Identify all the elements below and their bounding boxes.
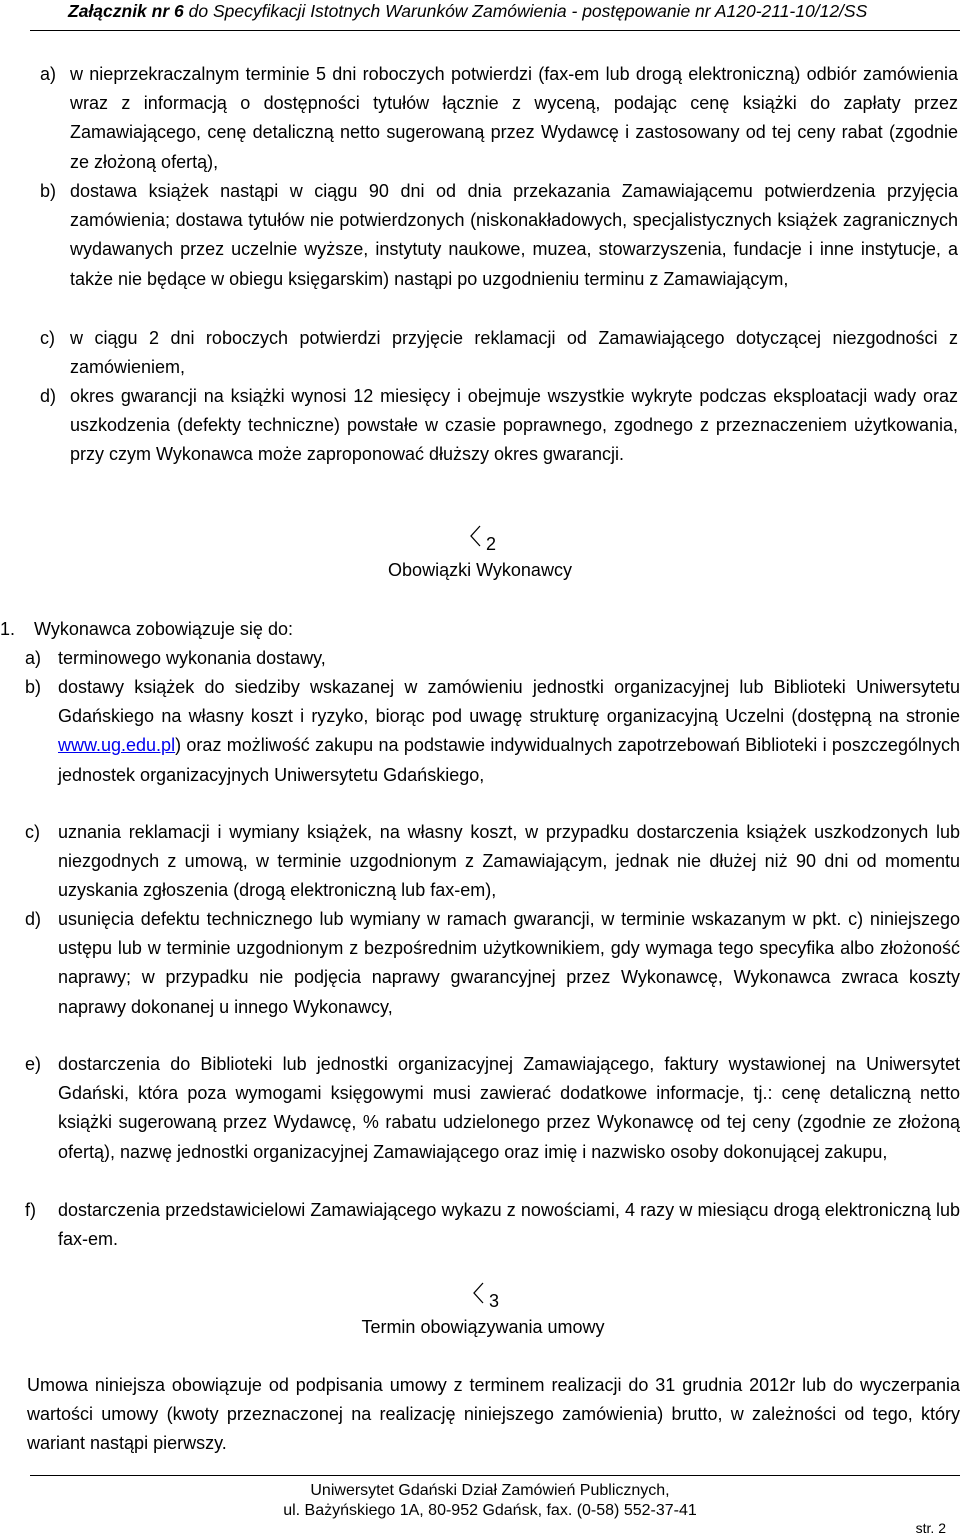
list-item-label: d) [40,386,57,406]
list-item-text: dostarczenia przedstawicielowi Zamawiającego wykazu z nowościami, 4 razy w miesiącu drogą elektroniczną lub fax-em. [58,1200,960,1250]
list-item-2a [25,644,960,673]
list-item-2e [25,1050,960,1167]
header-rule [30,30,960,31]
section-sign-icon [464,525,486,556]
footer-address-line-1: Uniwersytet Gdański Dział Zamówień Publicznych, [310,1482,670,1499]
section-number: 3 [3,1285,960,1316]
header-description: do Specyfikacji Istotnych Warunków Zamówienia - postępowanie nr A120-211-10/12/SS [183,1,868,21]
list-item-label: f) [25,1200,36,1220]
list-item-1d [40,382,958,470]
list-item-text: okres gwarancji na książki wynosi 12 miesięcy i obejmuje wszystkie wykryte podczas eksploatacji wady oraz uszkodzenia (defekty techniczne) powstałe w czasie poprawnego, zgodnego z przeznaczeniem użytkowania, przy czym Wykonawca może zaproponować dłuższy okres gwarancji. [70,386,958,465]
list-item-label: a) [40,64,57,84]
list-item-2d [25,905,960,1022]
list-item-label: a) [25,648,42,668]
list-item-text: usunięcia defektu technicznego lub wymiany w ramach gwarancji, w terminie wskazanym w pkt. c) niniejszego ustępu lub w terminie uzgodnionym z bezpośrednim użytkownikiem, gdy wymaga tego specyfika albo złożoność naprawy; w przypadku nie podjęcia naprawy gwarancyjnej przez Wykonawcę, Wykonawca zwraca koszty naprawy dokonanej u innego Wykonawcy, [58,909,960,1017]
list-item-label: b) [25,677,42,697]
section-title: Obowiązki Wykonawcy [388,560,572,580]
list-item-label: b) [40,181,57,201]
list-item-text: w ciągu 2 dni roboczych potwierdzi przyjęcie reklamacji od Zamawiającego dotyczącej niezgodności z zamówieniem, [70,328,958,378]
list-item-text: dostawa książek nastąpi w ciągu 90 dni od dnia przekazania Zamawiającemu potwierdzenia przyjęcia zamówienia; dostawa tytułów nie potwierdzonych (niskonakładowych, specjalistycznych książek zagranicznych wydawanych przez uczelnie wyższe, instytuty naukowe, muzea, stowarzyszenia, fundacje i inne instytucje, a także nie będące w obiegu księgarskim) nastąpi po uzgodnieniu terminu z Zamawiającym, [70,181,958,289]
list-item-text: uznania reklamacji i wymiany książek, na własny koszt, w przypadku dostarczenia książek uszkodzonych lub niezgodnych z umową, w terminie uzgodnionym z Zamawiającym, jednak nie dłużej niż 90 dni od momentu uzyskania zgłoszenia (drogą elektroniczną lub fax-em), [58,822,960,901]
section-sign-icon [467,1282,489,1313]
footer-address-line-2: ul. Bażyńskiego 1A, 80-952 Gdańsk, fax. (0-58) 552-37-41 [283,1502,697,1519]
numbered-item-1 [0,615,958,644]
list-item-text-before: dostawy książek do siedziby wskazanej w zamówieniu jednostki organizacyjnej lub Biblioteki Uniwersytetu Gdańskiego na własny koszt i ryzyko, biorąc pod uwagę strukturę organizacyjną Uczelni (dostępną na stronie [58,677,960,727]
header-attachment-label: Załącznik nr 6 [68,1,184,21]
list-item-label: d) [25,909,42,929]
footer-rule [30,1475,960,1476]
university-website-link[interactable]: www.ug.edu.pl [58,735,176,756]
numbered-item-text: Wykonawca zobowiązuje się do: [34,619,293,639]
list-item-text: dostarczenia do Biblioteki lub jednostki organizacyjnej Zamawiającego, faktury wystawionej na Uniwersytet Gdański, która poza wymogami księgowymi musi zawierać dodatkowe informacje, tj.: cenę detaliczną netto książki sugerowaną przez Wydawcę, % rabatu udzielonego przez Wykonawcę od tej ceny (zgodnie ze złożoną ofertą), nazwę jednostki organizacyjnej Zamawiającego oraz imię i nazwisko osoby dokonującej zakupu, [58,1054,960,1162]
list-item-text: terminowego wykonania dostawy, [58,648,326,668]
list-item-text-after: ) oraz możliwość zakupu na podstawie indywidualnych zapotrzebowań Biblioteki i poszczególnych jednostek organizacyjnych Uniwersytetu Gdańskiego, [58,735,960,785]
list-item-label: c) [25,822,40,842]
section-title: Termin obowiązywania umowy [361,1317,605,1337]
list-item-1c [40,324,958,382]
list-item-2c [25,818,960,906]
numbered-item-label: 1. [0,619,16,639]
list-item-label: c) [40,328,55,348]
list-item-1b [40,177,958,294]
section3-paragraph: Umowa niniejsza obowiązuje od podpisania umowy z terminem realizacji do 31 grudnia 2012r lub do wyczerpania wartości umowy (kwoty przeznaczonej na realizację niniejszego zamówienia) brutto, w zależności od tego, który wariant nastąpi pierwszy. [27,1375,960,1454]
list-item-2f [25,1196,960,1254]
list-item-1a [40,60,958,177]
list-item-text: w nieprzekraczalnym terminie 5 dni roboczych potwierdzi (fax-em lub drogą elektroniczną) odbiór zamówienia wraz z informacją o dostępności tytułów łącznie z wyceną, podając cenę książki do zapłaty przez Zamawiającego, cenę detaliczną netto sugerowaną przez Wydawcę i zastosowany od tej ceny rabat (zgodnie ze złożoną ofertą), [70,64,958,172]
page-number: str. 2 [915,1520,946,1536]
section-number: 2 [0,528,960,559]
list-item-2b [25,673,960,790]
list-item-label: e) [25,1054,42,1074]
